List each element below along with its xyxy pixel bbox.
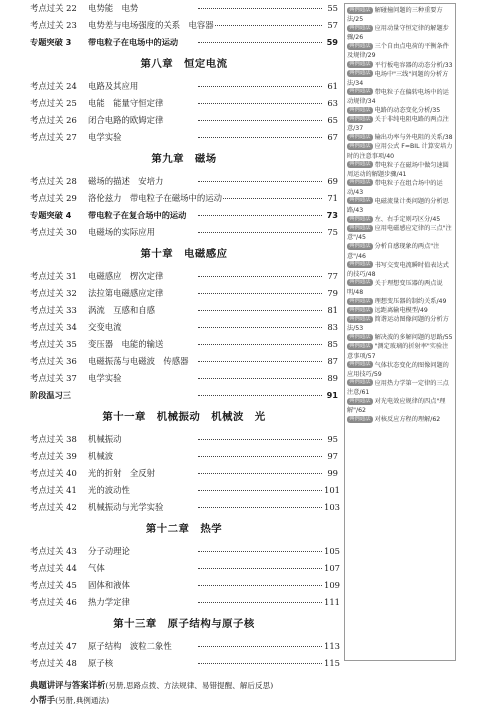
sidebar-item-label: 书写交变电流瞬时值表达式的技巧/48 — [347, 261, 449, 278]
dot-leader — [198, 86, 322, 87]
toc-entry[interactable] — [30, 34, 338, 51]
sidebar-item[interactable] — [347, 70, 453, 88]
method-badge: 典例通法 — [349, 342, 371, 349]
chapter-heading: 第十三章 原子结构与原子核 — [113, 618, 255, 630]
sidebar-item[interactable] — [347, 142, 453, 160]
entry-code: 考点过关 31 — [30, 268, 88, 285]
page-number: 77 — [324, 268, 338, 285]
sidebar-item[interactable] — [347, 106, 453, 115]
page-number: 83 — [324, 319, 338, 336]
sidebar-item-label: 带电粒子在磁场中做匀速圆周运动的解题步骤/41 — [347, 161, 449, 178]
entry-title: 机械波 — [88, 448, 113, 465]
toc-entry[interactable] — [30, 224, 338, 241]
entry-title: 热力学定律 — [88, 594, 130, 611]
method-badge: 典例通法 — [349, 215, 371, 222]
sidebar-item[interactable] — [347, 261, 453, 279]
entry-title: 带电粒子在电场中的运动 — [88, 34, 178, 51]
method-badge: 典例通法 — [349, 333, 371, 340]
entry-code: 考点过关 48 — [30, 655, 88, 672]
page-number: 111 — [324, 594, 338, 611]
sidebar-item[interactable] — [347, 315, 453, 333]
toc-entry[interactable] — [30, 465, 338, 482]
toc-entry[interactable] — [30, 207, 338, 224]
toc-entry[interactable] — [30, 543, 338, 560]
entry-title: 原子结构 波粒二象性 — [88, 638, 172, 655]
footer-main: 小帮手 — [30, 695, 56, 705]
dot-leader — [198, 310, 322, 311]
entry-code: 考点过关 22 — [30, 0, 88, 17]
dot-leader — [198, 276, 322, 277]
entry-code: 考点过关 28 — [30, 173, 88, 190]
entry-code: 考点过关 26 — [30, 112, 88, 129]
dot-leader — [198, 361, 322, 362]
entry-code: 考点过关 24 — [30, 78, 88, 95]
entry-code: 考点过关 37 — [30, 370, 88, 387]
toc-entry[interactable] — [30, 638, 338, 655]
footer-detail: (另册,典例通法) — [55, 696, 110, 705]
entry-title: 机械振动 — [88, 431, 122, 448]
method-badge: 典例通法 — [349, 242, 371, 249]
dot-leader — [198, 42, 322, 43]
sidebar-item-label: 对光电效应规律的四点"理解"/62 — [347, 398, 446, 415]
page-number: 81 — [324, 302, 338, 319]
page-number: 63 — [324, 95, 338, 112]
toc-entry[interactable] — [30, 499, 338, 516]
entry-code: 考点过关 27 — [30, 129, 88, 146]
page-number: 61 — [324, 78, 338, 95]
entry-code: 考点过关 23 — [30, 17, 88, 34]
method-badge: 典例通法 — [349, 115, 371, 122]
toc-entry[interactable] — [30, 319, 338, 336]
sidebar-item-label: 应用热力学第一定律的三点注意/61 — [347, 379, 449, 396]
toc-entry[interactable] — [30, 78, 338, 95]
entry-title: 电磁感应 楞次定律 — [88, 268, 163, 285]
sidebar-item[interactable] — [347, 361, 453, 379]
sidebar-item[interactable] — [347, 306, 453, 315]
dot-leader — [198, 473, 322, 474]
method-badge: 典例通法 — [349, 224, 371, 231]
sidebar-item-label: 电路的动态变化分析/35 — [374, 107, 441, 115]
sidebar-item[interactable] — [347, 279, 453, 297]
toc-entry[interactable] — [30, 190, 338, 207]
dot-leader — [198, 344, 322, 345]
toc-entry[interactable] — [30, 448, 338, 465]
page-number: 109 — [324, 577, 338, 594]
entry-title: 电路及其应用 — [88, 78, 138, 95]
page-number: 115 — [324, 655, 338, 672]
dot-leader — [198, 507, 322, 508]
toc-entry[interactable] — [30, 112, 338, 129]
toc-entry[interactable] — [30, 431, 338, 448]
entry-title: 电学实验 — [88, 370, 122, 387]
sidebar-item-label: 解碰撞问题的三种重要方法/25 — [347, 7, 443, 24]
page-number: 113 — [324, 638, 338, 655]
toc-entry[interactable] — [30, 268, 338, 285]
sidebar-item-label: 电场中"三线"问题的分析方法/34 — [347, 70, 449, 87]
sidebar-item[interactable] — [347, 88, 453, 106]
entry-title: 法拉第电磁感应定律 — [88, 285, 163, 302]
method-badge: 典例通法 — [349, 70, 371, 77]
dot-leader — [198, 568, 322, 569]
entry-title: 分子动理论 — [88, 543, 130, 560]
dot-leader — [198, 646, 322, 647]
sidebar-item[interactable] — [347, 24, 453, 42]
entry-code: 考点过关 32 — [30, 285, 88, 302]
sidebar-item[interactable] — [347, 115, 453, 133]
sidebar-item[interactable] — [347, 297, 453, 306]
dot-leader — [198, 181, 322, 182]
toc-entry[interactable] — [30, 336, 338, 353]
chapter-heading: 第九章 磁场 — [151, 153, 217, 165]
page-number: 95 — [324, 431, 338, 448]
sidebar-item-label: 带电粒子在组合场中的运动/43 — [347, 179, 443, 196]
sidebar-item[interactable] — [347, 6, 453, 24]
sidebar-item-label: 理想变压器的制约关系/49 — [374, 298, 447, 305]
method-badge: 典例通法 — [349, 306, 371, 313]
method-badge: 典例通法 — [349, 24, 371, 31]
method-badge: 典例通法 — [349, 106, 371, 113]
method-badge: 典例通法 — [349, 197, 371, 204]
method-badge: 典例通法 — [349, 297, 371, 304]
page-number: 73 — [324, 207, 338, 224]
sidebar-item[interactable] — [347, 379, 453, 397]
entry-code: 阶段温习三 — [30, 387, 88, 404]
method-badge: 典例通法 — [349, 179, 371, 186]
entry-code: 专题突破 3 — [30, 34, 88, 51]
entry-title: 气体 — [88, 560, 105, 577]
entry-code: 考点过关 30 — [30, 224, 88, 241]
entry-title: 电学实验 — [88, 129, 122, 146]
sidebar-item[interactable] — [347, 415, 453, 424]
page-number: 65 — [324, 112, 338, 129]
chapter-heading: 第十一章 机械振动 机械波 光 — [102, 411, 266, 423]
chapter-heading: 第十二章 热学 — [145, 523, 223, 535]
entry-code: 考点过关 45 — [30, 577, 88, 594]
method-badge: 典例通法 — [349, 279, 371, 286]
sidebar-item[interactable] — [347, 342, 453, 360]
entry-title: 洛伦兹力 带电粒子在磁场中的运动 — [88, 190, 222, 207]
page-number: 107 — [324, 560, 338, 577]
entry-code: 考点过关 33 — [30, 302, 88, 319]
method-badge: 典例通法 — [349, 397, 371, 404]
entry-title: 电磁振荡与电磁波 传感器 — [88, 353, 189, 370]
method-badge: 典例通法 — [349, 315, 371, 322]
method-badge: 典例通法 — [349, 88, 371, 95]
entry-code: 考点过关 36 — [30, 353, 88, 370]
dot-leader — [198, 25, 322, 26]
sidebar-item[interactable] — [347, 397, 453, 415]
method-badge: 典例通法 — [349, 6, 371, 13]
entry-code: 考点过关 41 — [30, 482, 88, 499]
sidebar-item[interactable] — [347, 197, 453, 215]
sidebar-item[interactable] — [347, 224, 453, 242]
sidebar-item-label: 应用电磁感应定律的三点"注意"/45 — [347, 225, 452, 242]
page-number: 101 — [324, 482, 338, 499]
entry-title: 光的波动性 — [88, 482, 130, 499]
sidebar-item-label: 应用动量守恒定律的解题步骤/26 — [347, 25, 449, 42]
entry-title: 闭合电路的欧姆定律 — [88, 112, 163, 129]
page-number: 99 — [324, 465, 338, 482]
chapter-heading: 第十章 电磁感应 — [140, 248, 228, 260]
sidebar-item[interactable] — [347, 179, 453, 197]
entry-code: 考点过关 40 — [30, 465, 88, 482]
toc-entry[interactable] — [30, 353, 338, 370]
toc-entry[interactable] — [30, 95, 338, 112]
page-number: 57 — [324, 17, 338, 34]
dot-leader — [198, 456, 322, 457]
toc-entry[interactable] — [30, 0, 338, 17]
entry-code: 考点过关 38 — [30, 431, 88, 448]
page-number: 67 — [324, 129, 338, 146]
entry-code: 专题突破 4 — [30, 207, 88, 224]
entry-title: 交变电流 — [88, 319, 122, 336]
sidebar-item[interactable] — [347, 242, 453, 260]
dot-leader — [198, 215, 322, 216]
method-badge: 典例通法 — [349, 161, 371, 168]
dot-leader — [198, 8, 322, 9]
page-number: 75 — [324, 224, 338, 241]
sidebar-item-label: 三个自由点电荷的平衡条件及规律/29 — [347, 43, 449, 60]
page-number: 105 — [324, 543, 338, 560]
method-badge: 典例通法 — [349, 61, 371, 68]
entry-title: 电磁场的实际应用 — [88, 224, 155, 241]
dot-leader — [198, 395, 322, 396]
entry-title: 电势差与电场强度的关系 电容器 — [88, 17, 214, 34]
dot-leader — [198, 439, 322, 440]
toc-entry[interactable] — [30, 577, 338, 594]
toc-entry[interactable] — [30, 17, 338, 34]
entry-code: 考点过关 39 — [30, 448, 88, 465]
toc-entry[interactable] — [30, 482, 338, 499]
sidebar-item-label: 关于非纯电阻电路的两点注意/37 — [347, 116, 449, 133]
method-badge: 典例通法 — [349, 379, 371, 386]
entry-title: 原子核 — [88, 655, 113, 672]
entry-code: 考点过关 35 — [30, 336, 88, 353]
entry-title: 磁场的描述 安培力 — [88, 173, 163, 190]
page-number: 87 — [324, 353, 338, 370]
sidebar-item-label: 关于理想变压器的两点说明/48 — [347, 279, 443, 296]
toc-entry[interactable] — [30, 594, 338, 611]
entry-code: 考点过关 42 — [30, 499, 88, 516]
chapter-heading: 第八章 恒定电流 — [140, 58, 228, 70]
method-badge: 典例通法 — [349, 361, 371, 368]
sidebar-item-label: 输出功率与外电阻的关系/38 — [374, 134, 453, 142]
sidebar-item-label: 左、右手定则巧区分/45 — [374, 216, 441, 224]
toc-entry[interactable] — [30, 173, 338, 190]
footer-note — [30, 678, 338, 693]
dot-leader — [198, 120, 322, 121]
toc-entry[interactable] — [30, 560, 338, 577]
method-sidebar — [344, 3, 456, 661]
entry-title: 固体和液体 — [88, 577, 130, 594]
sidebar-item[interactable] — [347, 333, 453, 342]
sidebar-item-label: 应用公式 F=BIL 计算安培力时的注意事项/40 — [347, 143, 453, 160]
entry-title: 电势能 电势 — [88, 0, 138, 17]
sidebar-item-label: 分析自感现象的两点"注意"/46 — [347, 243, 440, 260]
entry-code: 考点过关 25 — [30, 95, 88, 112]
page-number: 71 — [324, 190, 338, 207]
entry-code: 考点过关 43 — [30, 543, 88, 560]
sidebar-item[interactable] — [347, 133, 453, 142]
page-number: 97 — [324, 448, 338, 465]
entry-code: 考点过关 47 — [30, 638, 88, 655]
footer-main: 典题讲评与答案详析 — [30, 680, 106, 690]
dot-leader — [198, 232, 322, 233]
table-of-contents — [30, 0, 338, 708]
dot-leader — [198, 103, 322, 104]
sidebar-item-label: 远距离输电模型/49 — [374, 307, 428, 315]
method-badge: 典例通法 — [349, 415, 371, 422]
entry-title: 涡流 互感和自感 — [88, 302, 155, 319]
dot-leader — [198, 551, 322, 552]
dot-leader — [198, 663, 322, 664]
entry-code: 考点过关 34 — [30, 319, 88, 336]
toc-entry[interactable] — [30, 370, 338, 387]
sidebar-item[interactable] — [347, 61, 453, 70]
page-number: 85 — [324, 336, 338, 353]
entry-code: 考点过关 44 — [30, 560, 88, 577]
method-badge: 典例通法 — [349, 142, 371, 149]
toc-entry[interactable] — [30, 285, 338, 302]
page-number: 55 — [324, 0, 338, 17]
toc-entry[interactable] — [30, 655, 338, 672]
entry-title: 机械振动与光学实验 — [88, 499, 163, 516]
sidebar-item-label: "测定玻璃的折射率"实验注意事项/57 — [347, 343, 449, 360]
entry-title: 光的折射 全反射 — [88, 465, 155, 482]
footer-detail: (另册,思路点拨、方法规律、易错提醒、解后反思) — [105, 681, 274, 690]
page-number: 59 — [324, 34, 338, 51]
page-number: 69 — [324, 173, 338, 190]
dot-leader — [198, 293, 322, 294]
sidebar-item-label: 简谐运动图像问题的分析方法/53 — [347, 316, 449, 333]
page-number: 79 — [324, 285, 338, 302]
sidebar-item-label: 平行板电容器的动态分析/33 — [374, 61, 453, 69]
sidebar-item[interactable] — [347, 161, 453, 179]
toc-entry[interactable] — [30, 302, 338, 319]
page-number: 103 — [324, 499, 338, 516]
dot-leader — [198, 602, 322, 603]
entry-code: 考点过关 46 — [30, 594, 88, 611]
dot-leader — [198, 490, 322, 491]
toc-entry[interactable] — [30, 129, 338, 146]
entry-title: 变压器 电能的输送 — [88, 336, 163, 353]
method-badge: 典例通法 — [349, 42, 371, 49]
dot-leader — [198, 137, 322, 138]
method-badge: 典例通法 — [349, 261, 371, 268]
page-number: 91 — [324, 387, 338, 404]
toc-entry[interactable] — [30, 387, 338, 404]
footer-note — [30, 693, 338, 708]
sidebar-item[interactable] — [347, 42, 453, 60]
sidebar-item[interactable] — [347, 215, 453, 224]
entry-title: 电能 能量守恒定律 — [88, 95, 163, 112]
sidebar-item-label: 带电粒子在偏转电场中的运动规律/34 — [347, 88, 449, 105]
page-number: 89 — [324, 370, 338, 387]
sidebar-item-label: 电磁流量计类问题的分析思路/43 — [347, 197, 449, 215]
dot-leader — [198, 378, 322, 379]
sidebar-item-label: 气体状态变化的图像问题的应用技巧/59 — [347, 361, 449, 378]
sidebar-item-label: 解决波的多解问题的思路/55 — [374, 334, 453, 342]
entry-title: 带电粒子在复合场中的运动 — [88, 207, 186, 224]
method-badge: 典例通法 — [349, 133, 371, 140]
sidebar-item-label: 对核反应方程的理解/62 — [374, 416, 441, 424]
entry-code: 考点过关 29 — [30, 190, 88, 207]
dot-leader — [198, 585, 322, 586]
dot-leader — [198, 327, 322, 328]
